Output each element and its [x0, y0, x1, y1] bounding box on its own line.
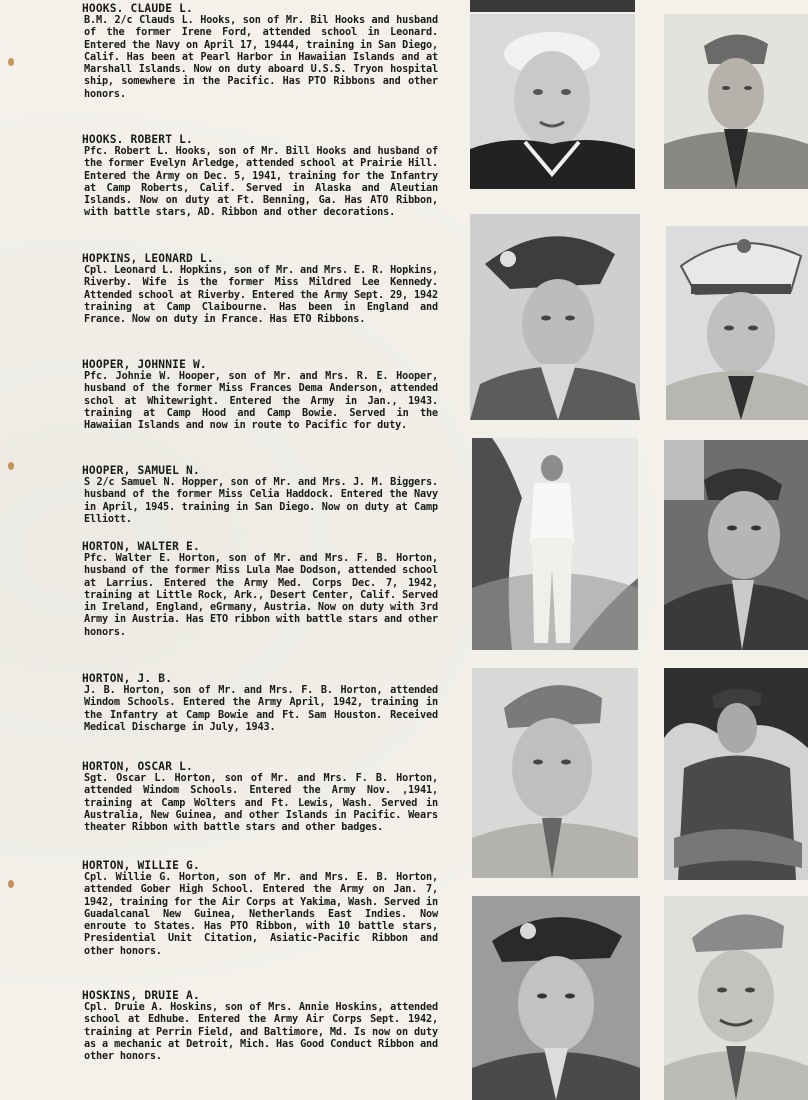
binder-hole — [8, 58, 14, 66]
record-entry — [82, 252, 438, 326]
record-text: Pfc. Walter E. Horton, son of Mr. and Mrs. F. B. Horton, husband of the former Miss Lula Mae Dodson, attended school at Larrius. Entered the Army Med. Corps Dec. 7, 1942, training at Little Rock, Ark., Desert Center, Calif. Served in Ireland, England, eGrmany, Austria. Now on duty with 3rd Army in Austria. Has ETO ribbon with battle stars and other honors. — [84, 553, 438, 638]
record-entry — [82, 464, 438, 526]
record-entry — [82, 672, 438, 734]
record-name: HORTON, OSCAR L. — [82, 760, 193, 773]
soldier-portrait-image — [664, 896, 808, 1100]
portrait-photo — [664, 896, 808, 1100]
record-name: HOOPER, JOHNNIE W. — [82, 358, 207, 371]
full-length-outdoor-image — [472, 438, 638, 650]
record-name: HOOKS. ROBERT L. — [82, 133, 193, 146]
binder-hole — [8, 880, 14, 888]
officer-portrait-image — [470, 214, 640, 420]
portrait-photo — [470, 214, 640, 420]
record-name: HOOPER, SAMUEL N. — [82, 464, 200, 477]
record-text: Cpl. Druie A. Hoskins, son of Mrs. Annie Hoskins, attended school at Edhube. Entered the Army Air Corps Sept. 1942, training at Perrin Field, and Baltimore, Md. Is now on duty as a mechanic at Detroit, Mich. Has Good Conduct Ribbon and other honors. — [84, 1002, 438, 1063]
portrait-photo — [470, 14, 635, 189]
record-text: Pfc. Johnie W. Hooper, son of Mr. and Mrs. R. E. Hooper, husband of the former Miss Frances Dema Anderson, attended schol at Whitewright. Entered the Army in Jan., 1943. training at Camp Hood and Camp Bowie. Served in the Hawaiian Islands and now in route to Pacific for duty. — [84, 371, 438, 432]
binder-hole — [8, 462, 14, 470]
portrait-photo — [664, 14, 808, 189]
record-name: HORTON, WALTER E. — [82, 540, 200, 553]
record-entry — [82, 133, 438, 220]
record-entry — [82, 2, 438, 101]
seated-soldier-outdoor-image — [664, 668, 808, 880]
photo-strip-edge — [470, 0, 635, 12]
portrait-photo — [472, 896, 640, 1100]
portrait-photo — [664, 440, 808, 650]
officer-portrait-image — [472, 896, 640, 1100]
record-name: HORTON, J. B. — [82, 672, 173, 685]
outdoor-photo — [472, 438, 638, 650]
portrait-photo — [472, 668, 638, 878]
record-text: Cpl. Willie G. Horton, son of Mr. and Mrs. E. B. Horton, attended Gober High School. Entered the Army on Jan. 7, 1942, training for the Air Corps at Yakima, Wash. Served in Guadalcanal New Guinea, Netherlands East Indies. Now enroute to States. Has PTO Ribbon, with 10 battle stars, Presidential Unit Citation, Asiatic-Pacific Ribbon and other honors. — [84, 872, 438, 957]
soldier-portrait-image — [664, 440, 808, 650]
record-name: HOOKS. CLAUDE L. — [82, 2, 193, 15]
portrait-photo — [666, 226, 808, 420]
officer-portrait-image — [666, 226, 808, 420]
record-text: Cpl. Leonard L. Hopkins, son of Mr. and Mrs. E. R. Hopkins, Riverby. Wife is the former Miss Mildred Lee Kennedy. Attended school at Riverby. Entered the Army Sept. 29, 1942 training at Camp Claibourne. Has been in England and France. Now on duty in France. Has ETO Ribbons. — [84, 265, 438, 326]
outdoor-photo — [664, 668, 808, 880]
record-entry — [82, 358, 438, 432]
record-text: J. B. Horton, son of Mr. and Mrs. F. B. Horton, attended Windom Schools. Entered the Army April, 1942, training in the Infantry at Camp Bowie and Ft. Sam Houston. Received Medical Discharge in July, 1943. — [84, 685, 438, 733]
soldier-portrait-image — [472, 668, 638, 878]
record-name: HORTON, WILLIE G. — [82, 859, 200, 872]
record-text: Pfc. Robert L. Hooks, son of Mr. Bill Hooks and husband of the former Evelyn Arledge, attended school at Prairie Hill. Entered the Army on Dec. 5, 1941, training for the Infantry at Camp Roberts, Calif. Served in Alaska and Aleutian Islands. Now on duty at Ft. Benning, Ga. Has ATO Ribbon, with battle stars, AD. Ribbon and other decorations. — [84, 146, 438, 219]
soldier-portrait-image — [664, 14, 808, 189]
record-entry — [82, 540, 438, 639]
record-text: Sgt. Oscar L. Horton, son of Mr. and Mrs. F. B. Horton, attended Windom Schools. Entered the Army Nov. ,1941, training at Camp Wolters and Ft. Lewis, Wash. Served in Australia, New Guinea, and other Islands in Pacific. Wears theater Ribbon with battle stars and other badges. — [84, 773, 438, 834]
record-name: HOSKINS, DRUIE A. — [82, 989, 200, 1002]
record-entry — [82, 989, 438, 1063]
record-entry — [82, 859, 438, 958]
record-text: B.M. 2/c Clauds L. Hooks, son of Mr. Bil Hooks and husband of the former Irene Ford, attended school in Leonard. Entered the Navy on April 17, 19444, training in San Diego, Calif. Has been at Pearl Harbor in Hawaiian Islands and at Marshall Islands. Now on duty aboard U.S.S. Tryon hospital ship, somewhere in the Pacific. Has PTO Ribbons and other honors. — [84, 15, 438, 100]
sailor-portrait-image — [470, 14, 635, 189]
record-entry — [82, 760, 438, 834]
record-text: S 2/c Samuel N. Hopper, son of Mr. and Mrs. J. M. Biggers. husband of the former Miss Celia Haddock. Entered the Navy in April, 1945. training in San Diego. Now on duty at Camp Elliott. — [84, 477, 438, 525]
record-name: HOPKINS, LEONARD L. — [82, 252, 214, 265]
